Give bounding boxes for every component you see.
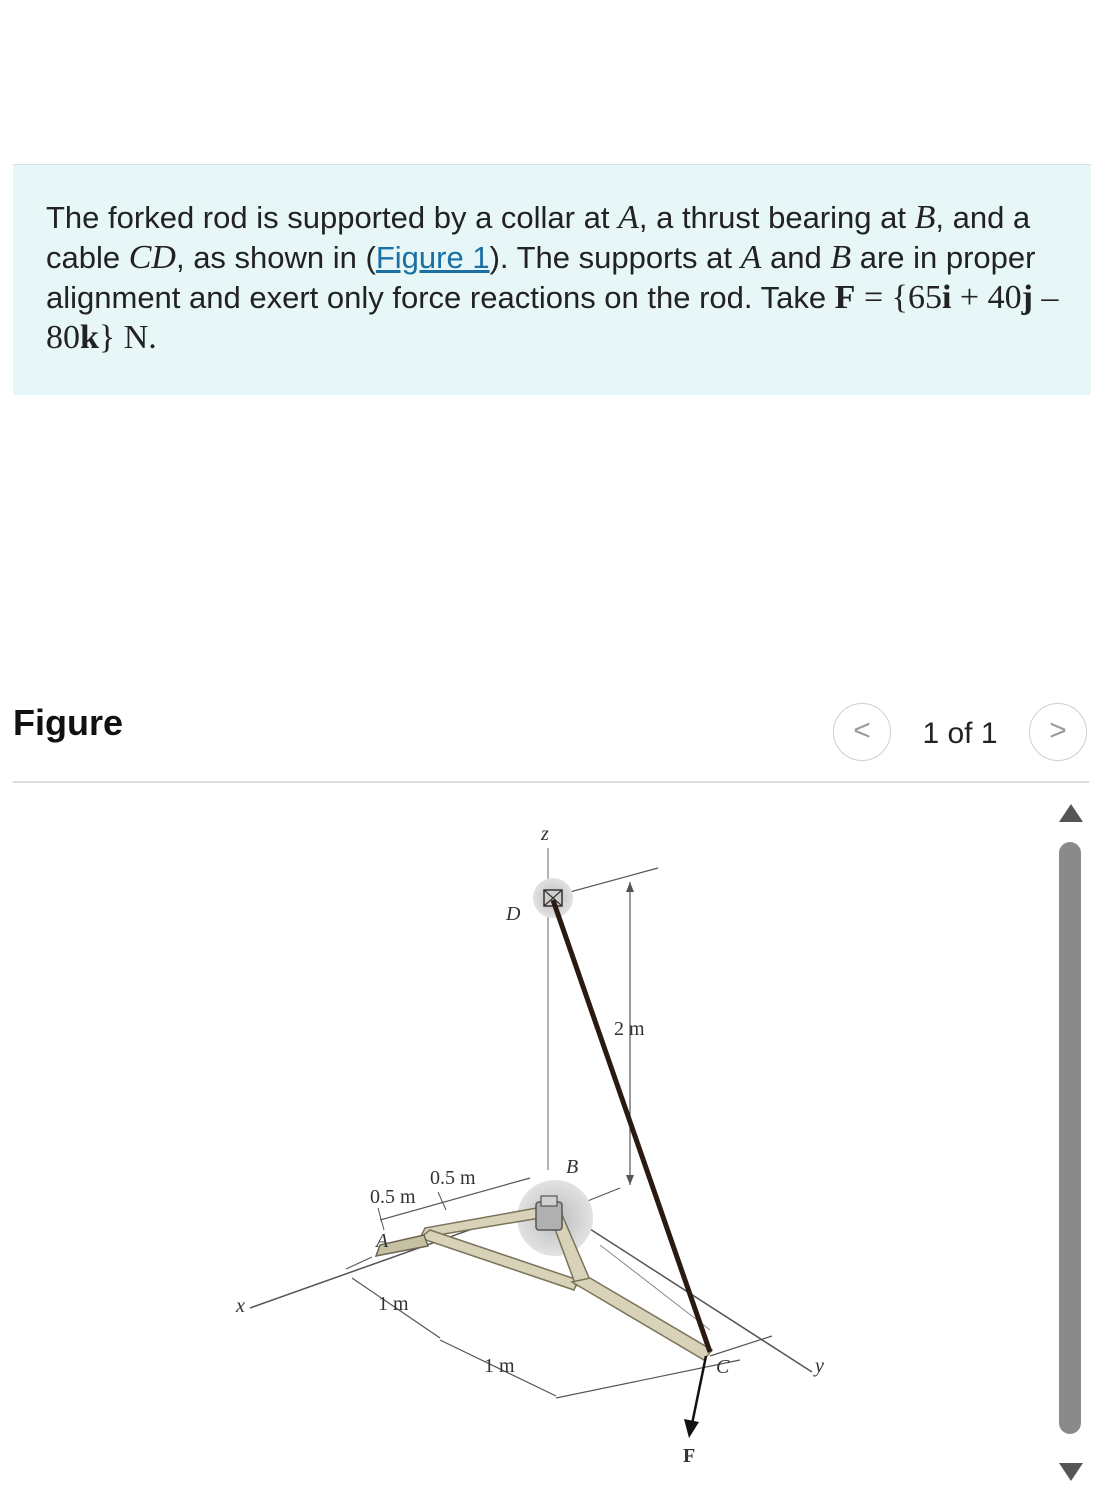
figure-divider xyxy=(13,781,1089,783)
point-b-symbol: B xyxy=(830,239,852,276)
unit-vector-i: i xyxy=(941,279,952,316)
chevron-right-icon: > xyxy=(1049,714,1067,747)
next-figure-button[interactable] xyxy=(1029,703,1087,761)
force-symbol: F xyxy=(834,279,856,316)
text-segment: The forked rod is supported by a collar at xyxy=(46,200,619,235)
thrust-bearing-b-cap xyxy=(541,1196,557,1206)
figure-heading: Figure xyxy=(13,702,124,743)
c-horizontal-line xyxy=(710,1336,772,1356)
figure-counter: 1 of 1 xyxy=(922,717,998,750)
chevron-left-icon: < xyxy=(853,714,871,747)
scroll-down-arrow-icon[interactable] xyxy=(1059,1463,1083,1481)
point-a-symbol: A xyxy=(618,199,639,236)
problem-text xyxy=(46,198,1066,358)
force-f-arrowhead xyxy=(684,1419,699,1438)
point-b-symbol: B xyxy=(914,199,936,236)
unit-vector-k: k xyxy=(80,319,99,356)
point-c-label: C xyxy=(716,1356,730,1378)
text-segment: ). The supports at xyxy=(489,240,741,275)
point-b-label: B xyxy=(566,1156,579,1178)
y-axis-label: y xyxy=(815,1355,824,1377)
figure-1-link[interactable]: Figure 1 xyxy=(375,240,490,275)
text-segment: , as shown in ( xyxy=(175,240,376,275)
text-segment: and xyxy=(761,240,831,275)
bottom-dimension-line xyxy=(556,1360,740,1398)
cable-cd-symbol: CD xyxy=(128,239,176,276)
x-axis-label: x xyxy=(236,1295,245,1317)
z-axis-label: z xyxy=(541,823,549,845)
forked-rod-figure xyxy=(0,790,1050,1510)
text-segment: , and a cable xyxy=(46,200,1031,275)
dimension-05m-left-label: 0.5 m xyxy=(370,1186,416,1208)
dimension-1m-left-label: 1 m xyxy=(378,1293,409,1315)
previous-figure-button[interactable] xyxy=(833,703,891,761)
equation-part: – 80 xyxy=(46,279,1059,356)
dimension-tick xyxy=(438,1192,446,1210)
point-a-symbol: A xyxy=(740,239,762,276)
equation-part: } N. xyxy=(98,319,157,356)
text-segment: , a thrust bearing at xyxy=(638,200,915,235)
dimension-tick xyxy=(346,1257,372,1269)
dimension-2m-label: 2 m xyxy=(614,1018,645,1040)
unit-vector-j: j xyxy=(1021,279,1033,316)
force-f-vector xyxy=(692,1356,706,1424)
text-segment: are in proper alignment and exert only force reactions on the rod. Take xyxy=(46,240,1036,315)
equation-part: = {65 xyxy=(855,279,942,316)
dimension-1m-bottom-label: 1 m xyxy=(484,1355,515,1377)
point-d-label: D xyxy=(506,903,521,925)
point-a-label: A xyxy=(376,1230,389,1252)
equation-part: + 40 xyxy=(951,279,1022,316)
dimension-05m-upper-label: 0.5 m xyxy=(430,1167,476,1189)
force-f-label: F xyxy=(683,1445,696,1467)
dimension-arrow xyxy=(626,882,634,892)
dimension-arrow xyxy=(626,1175,634,1185)
scroll-up-arrow-icon[interactable] xyxy=(1059,804,1083,822)
problem-statement xyxy=(13,164,1091,395)
scrollbar-thumb[interactable] xyxy=(1059,842,1081,1434)
